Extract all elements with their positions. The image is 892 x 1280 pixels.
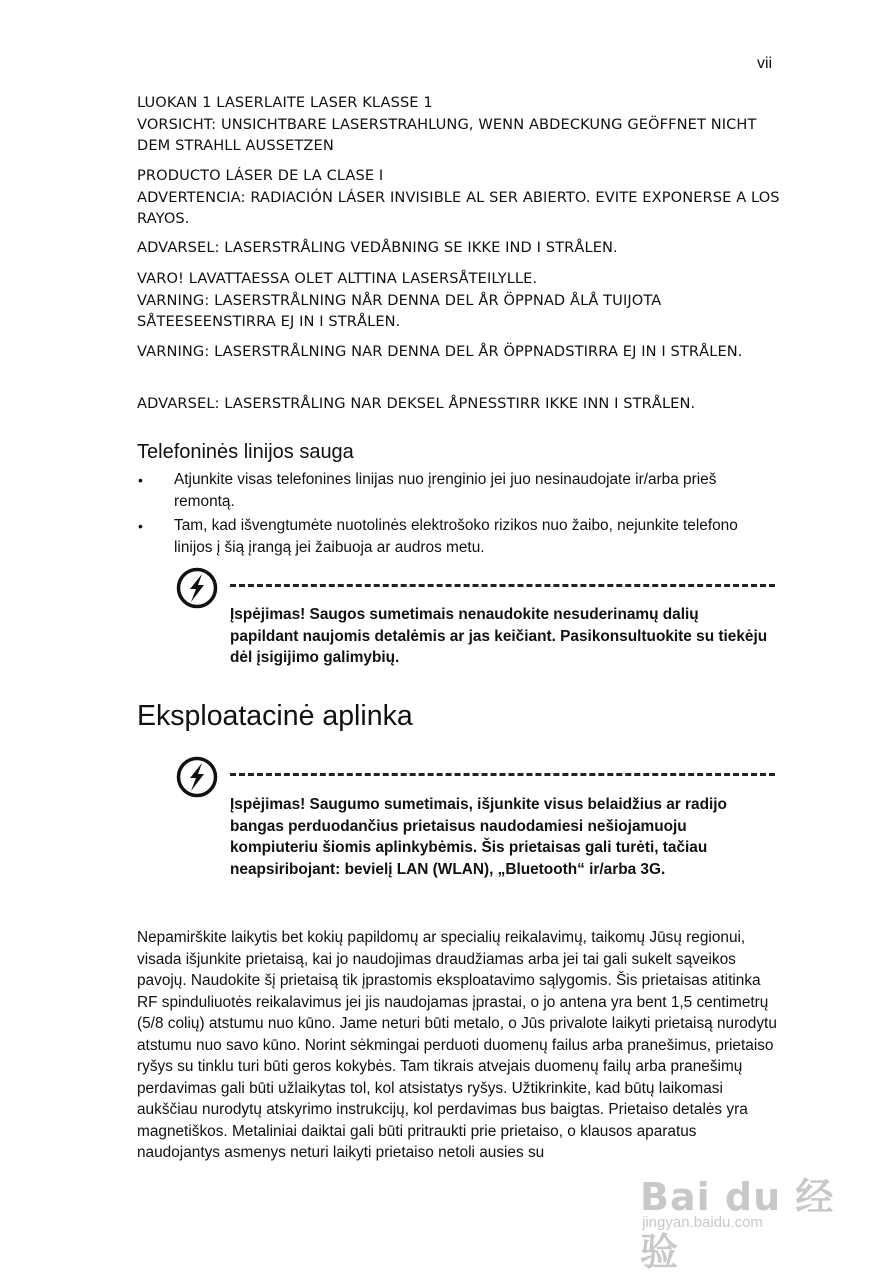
laser-warning-dk: ADVARSEL: LASERSTRÅLING VEDÅBNING SE IKKE IND I STRÅLEN.	[137, 239, 618, 256]
page-number: vii	[757, 55, 773, 72]
list-item	[137, 515, 777, 559]
list-item	[137, 469, 777, 513]
laser-warning-block	[137, 237, 787, 259]
laser-warning-no: ADVARSEL: LASERSTRÅLING NAR DEKSEL ÅPNESSTIRR IKKE INN I STRÅLEN.	[137, 395, 696, 412]
laser-warning-block	[137, 268, 787, 333]
laser-warning-block	[137, 341, 787, 363]
section-title-environment: Eksploatacinė aplinka	[137, 700, 413, 732]
bullet-icon: •	[138, 472, 143, 488]
list-item-text: Tam, kad išvengtumėte nuotolinės elektrošoko rizikos nuo žaibo, nejunkite telefono linijos į šią įrangą jei žaibuoja ar audros metu.	[174, 517, 738, 556]
laser-warning-es: PRODUCTO LÁSER DE LA CLASE I ADVERTENCIA: RADIACIÓN LÁSER INVISIBLE AL SER ABIERTO. EVITE EXPONERSE A LOS RAYOS.	[137, 167, 780, 227]
watermark-logo: Bai du 经验	[640, 1175, 835, 1274]
environment-paragraph: Nepamirškite laikytis bet kokių papildomų ar specialių reikalavimų, taikomų Jūsų regionui, visada išjunkite prietaisą, kai jo naudojimas draudžiamas arba jei tai gali sukelt sąveikos pavojų. Naudokite šį prietaisą tik įprastomis eksploatavimo sąlygomis. Šis prietaisas atitinka RF spinduliuotės reikalavimus jei jis naudojamas įprastai, o jo antena yra bent 1,5 centimetrų (5/8 colių) atstumu nuo kūno. Jame neturi būti metalo, o Jūs privalote laikyti prietaisą nurodytu atstumu nuo savo kūno. Norint sėkmingai perduoti duomenų failus arba pranešimus, prietaiso ryšys su tinklu turi būti geros kokybės. Tam tikrais atvejais duomenų failų arba pranešimų perdavimas gali būti užlaikytas tol, kol atsistatys ryšys. Užtikrinkite, kad būtų laikomasi aukščiau nurodytų atskyrimo instrukcijų, kol perdavimas bus baigtas. Prietaiso detalės yra magnetiškos. Metaliniai daiktai gali būti pritraukti prie prietaiso, o klausos aparatus naudojantys asmenys neturi laikyti prietaiso netoli ausies su	[137, 929, 777, 1161]
baidu-watermark	[640, 1166, 860, 1274]
warning-text-wireless: Įspėjimas! Saugumo sumetimais, išjunkite visus belaidžius ar radijo bangas perduodančius prietaisus naudodamiesi nešiojamuoju kompiuteriu šiomis aplinkybėmis. Šis prietaisas gali turėti, tačiau neapsiribojant: bevielį LAN (WLAN), „Bluetooth“ ir/arba 3G.	[230, 796, 727, 878]
laser-warning-block	[137, 165, 787, 230]
warning-divider	[230, 584, 775, 587]
laser-warning-fi-de: LUOKAN 1 LASERLAITE LASER KLASSE 1 VORSICHT: UNSICHTBARE LASERSTRAHLUNG, WENN ABDECKUNG GEÖFFNET NICHT DEM STRAHLL AUSSETZEN	[137, 94, 757, 154]
laser-warning-block	[137, 393, 787, 415]
warning-divider	[230, 773, 775, 776]
laser-warning-fi-se: VARO! LAVATTAESSA OLET ALTTINA LASERSÅTEILYLLE. VARNING: LASERSTRÅLNING NÅR DENNA DEL ÅR ÖPPNAD ÅLÅ TUIJOTA SÅTEESEENSTIRRA EJ IN I STRÅLEN.	[137, 270, 662, 330]
warning-lightning-icon	[176, 756, 218, 798]
list-item-text: Atjunkite visas telefonines linijas nuo įrenginio jei juo nesinaudojate ir/arba prieš remontą.	[174, 471, 717, 510]
phone-safety-list	[137, 469, 777, 561]
laser-warning-block	[137, 92, 787, 157]
warning-lightning-icon	[176, 567, 218, 609]
laser-warning-se: VARNING: LASERSTRÅLNING NAR DENNA DEL ÅR ÖPPNADSTIRRA EJ IN I STRÅLEN.	[137, 343, 743, 360]
warning-text-parts: Įspėjimas! Saugos sumetimais nenaudokite nesuderinamų dalių papildant naujomis detalėmis ar jas keičiant. Pasikonsultuokite su tiekėju dėl įsigijimo galimybių.	[230, 606, 768, 666]
watermark-url: jingyan.baidu.com	[642, 1214, 763, 1231]
bullet-icon: •	[138, 518, 143, 534]
section-title-phone-safety: Telefoninės linijos sauga	[137, 441, 354, 463]
